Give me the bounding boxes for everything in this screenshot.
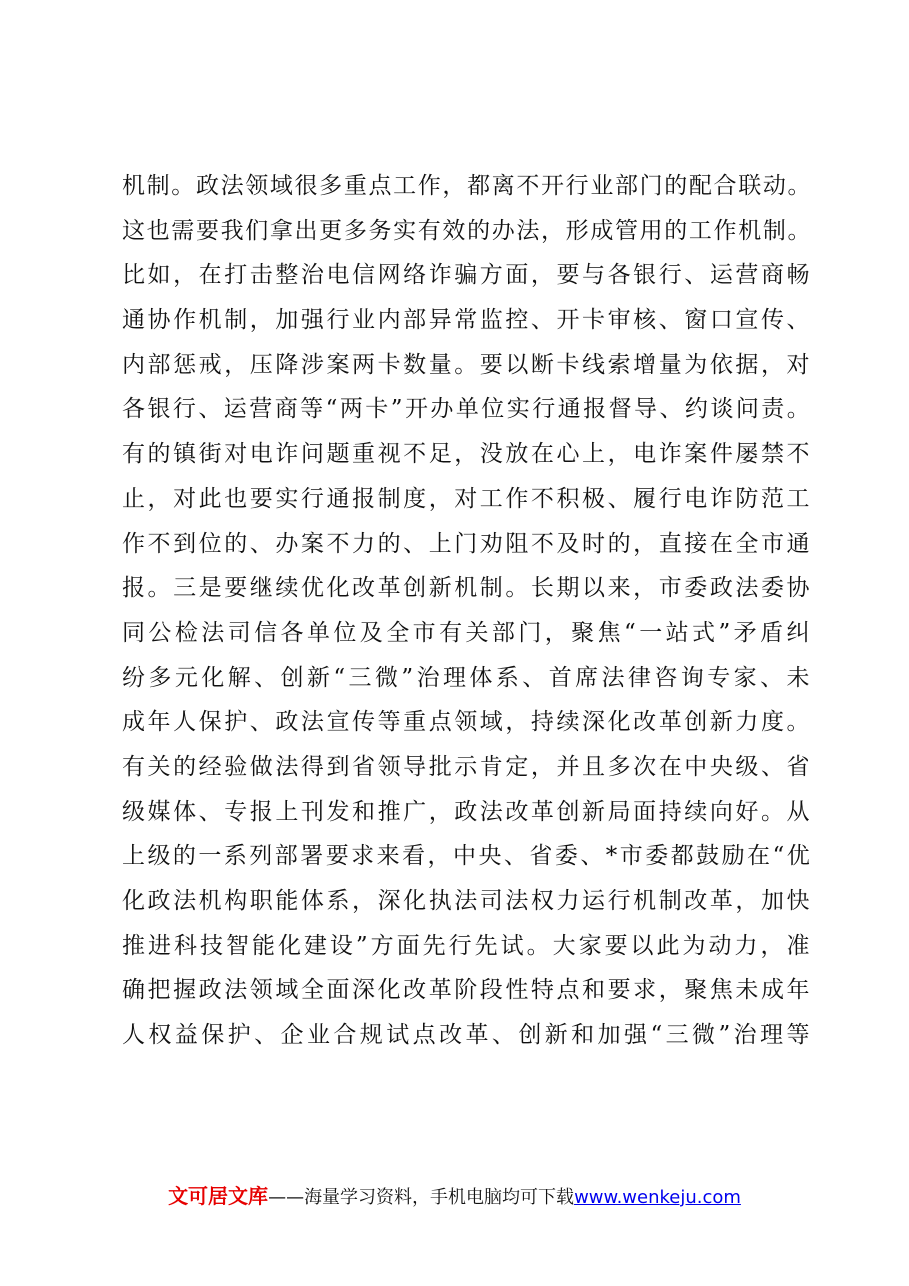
text-line: 上级的一系列部署要求来看，中央、省委、*市委都鼓励在“优 xyxy=(122,843,812,870)
footer-site-link[interactable]: www.wenkeju.com xyxy=(574,1187,741,1208)
body-text xyxy=(122,164,812,1058)
text-line: 止，对此也要实行通报制度，对工作不积极、履行电诈防范工 xyxy=(122,485,812,512)
text-line: 同公检法司信各单位及全市有关部门，聚焦“一站式”矛盾纠 xyxy=(122,619,812,646)
footer-brand: 文可居文库 xyxy=(168,1184,269,1208)
text-line: 这也需要我们拿出更多务实有效的办法，形成管用的工作机制。 xyxy=(122,217,812,244)
text-line: 内部惩戒，压降涉案两卡数量。要以断卡线索增量为依据，对 xyxy=(122,351,812,378)
text-line: 成年人保护、政法宣传等重点领域，持续深化改革创新力度。 xyxy=(122,709,812,736)
text-line: 级媒体、专报上刊发和推广，政法改革创新局面持续向好。从 xyxy=(122,798,812,825)
text-line: 通协作机制，加强行业内部异常监控、开卡审核、窗口宣传、 xyxy=(122,307,812,334)
text-line: 确把握政法领域全面深化改革阶段性特点和要求，聚焦未成年 xyxy=(122,977,812,1004)
text-line: 报。三是要继续优化改革创新机制。长期以来，市委政法委协 xyxy=(122,575,812,602)
footer-banner xyxy=(0,1184,909,1210)
text-line: 机制。政法领域很多重点工作，都离不开行业部门的配合联动。 xyxy=(122,173,812,199)
text-line: 有关的经验做法得到省领导批示肯定，并且多次在中央级、省 xyxy=(122,753,812,780)
footer-slogan: ——海量学习资料，手机电脑均可下载 xyxy=(268,1187,575,1208)
text-line: 人权益保护、企业合规试点改革、创新和加强“三微”治理等 xyxy=(122,1022,812,1049)
text-line: 纷多元化解、创新“三微”治理体系、首席法律咨询专家、未 xyxy=(122,664,812,691)
text-line: 比如，在打击整治电信网络诈骗方面，要与各银行、运营商畅 xyxy=(122,262,812,289)
text-line: 推进科技智能化建设”方面先行先试。大家要以此为动力，准 xyxy=(122,932,812,959)
text-line: 各银行、运营商等“两卡”开办单位实行通报督导、约谈问责。 xyxy=(122,396,812,423)
text-line: 有的镇街对电诈问题重视不足，没放在心上，电诈案件屡禁不 xyxy=(122,441,812,468)
text-line: 化政法机构职能体系，深化执法司法权力运行机制改革，加快 xyxy=(122,888,812,914)
text-line: 作不到位的、办案不力的、上门劝阻不及时的，直接在全市通 xyxy=(122,530,812,557)
